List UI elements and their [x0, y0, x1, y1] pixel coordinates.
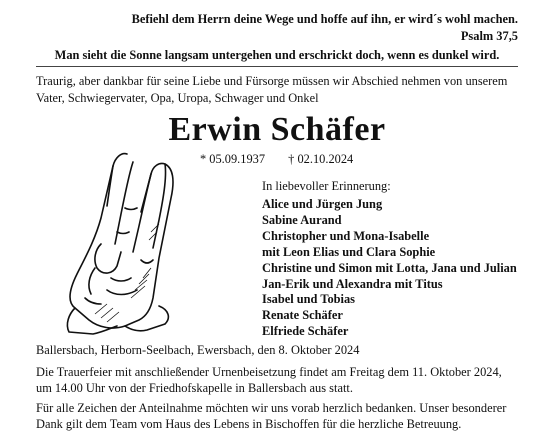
mourner-entry: Renate Schäfer [262, 308, 343, 323]
mourner-entry: Sabine Aurand [262, 212, 342, 227]
death-date: † 02.10.2024 [288, 152, 354, 166]
place-and-date: Ballersbach, Herborn-Seelbach, Ewersbach, den 8. Oktober 2024 [36, 343, 360, 357]
intro-text [36, 73, 518, 107]
bible-verse-reference: Psalm 37,5 [460, 29, 518, 43]
mourner-entry: Christine und Simon mit Lotta, Jana und Julian [262, 260, 517, 275]
mourner-entry: mit Leon Elias und Clara Sophie [262, 244, 436, 259]
funeral-line-2: um 14.00 Uhr von der Friedhofskapelle in Ballersbach aus statt. [36, 381, 353, 395]
funeral-notice [36, 364, 518, 396]
mourner-entry: Isabel und Tobias [262, 292, 355, 307]
mourner-entry: Alice und Jürgen Jung [262, 197, 383, 211]
birth-date: * 05.09.1937 [200, 152, 266, 166]
memory-label: In liebevoller Erinnerung: [262, 179, 391, 193]
funeral-line-1: Die Trauerfeier mit anschließender Urnenbeisetzung findet am Freitag dem 11. Oktober 2024, [36, 365, 502, 379]
deceased-name: Erwin Schäfer [168, 111, 386, 148]
thanks-line-2: Dank gilt dem Team vom Haus des Lebens in Bischoffen für die herzliche Betreuung. [36, 417, 462, 431]
intro-line-1: Traurig, aber dankbar für seine Liebe und Fürsorge müssen wir Abschied nehmen von unserem [36, 74, 508, 88]
divider-line [36, 66, 518, 67]
bible-verse: Befiehl dem Herrn deine Wege und hoffe auf ihn, er wird´s wohl machen. [131, 12, 518, 26]
life-dates [200, 151, 450, 167]
sunset-quote: Man sieht die Sonne langsam untergehen und erschrickt doch, wenn es dunkel wird. [54, 48, 500, 62]
thanks-line-1: Für alle Zeichen der Anteilnahme möchten wir uns vorab herzlich bedanken. Unser besonderer [36, 401, 507, 415]
mourners-list [262, 197, 517, 340]
mourner-entry: Elfriede Schäfer [262, 324, 349, 339]
mourner-entry: Christopher und Mona-Isabelle [262, 228, 430, 243]
thanks-text [36, 400, 518, 432]
intro-line-2: Vater, Schwiegervater, Opa, Uropa, Schwager und Onkel [36, 91, 319, 105]
mourner-entry: Jan-Erik und Alexandra mit Titus [262, 276, 443, 291]
praying-hands-icon [55, 148, 190, 336]
